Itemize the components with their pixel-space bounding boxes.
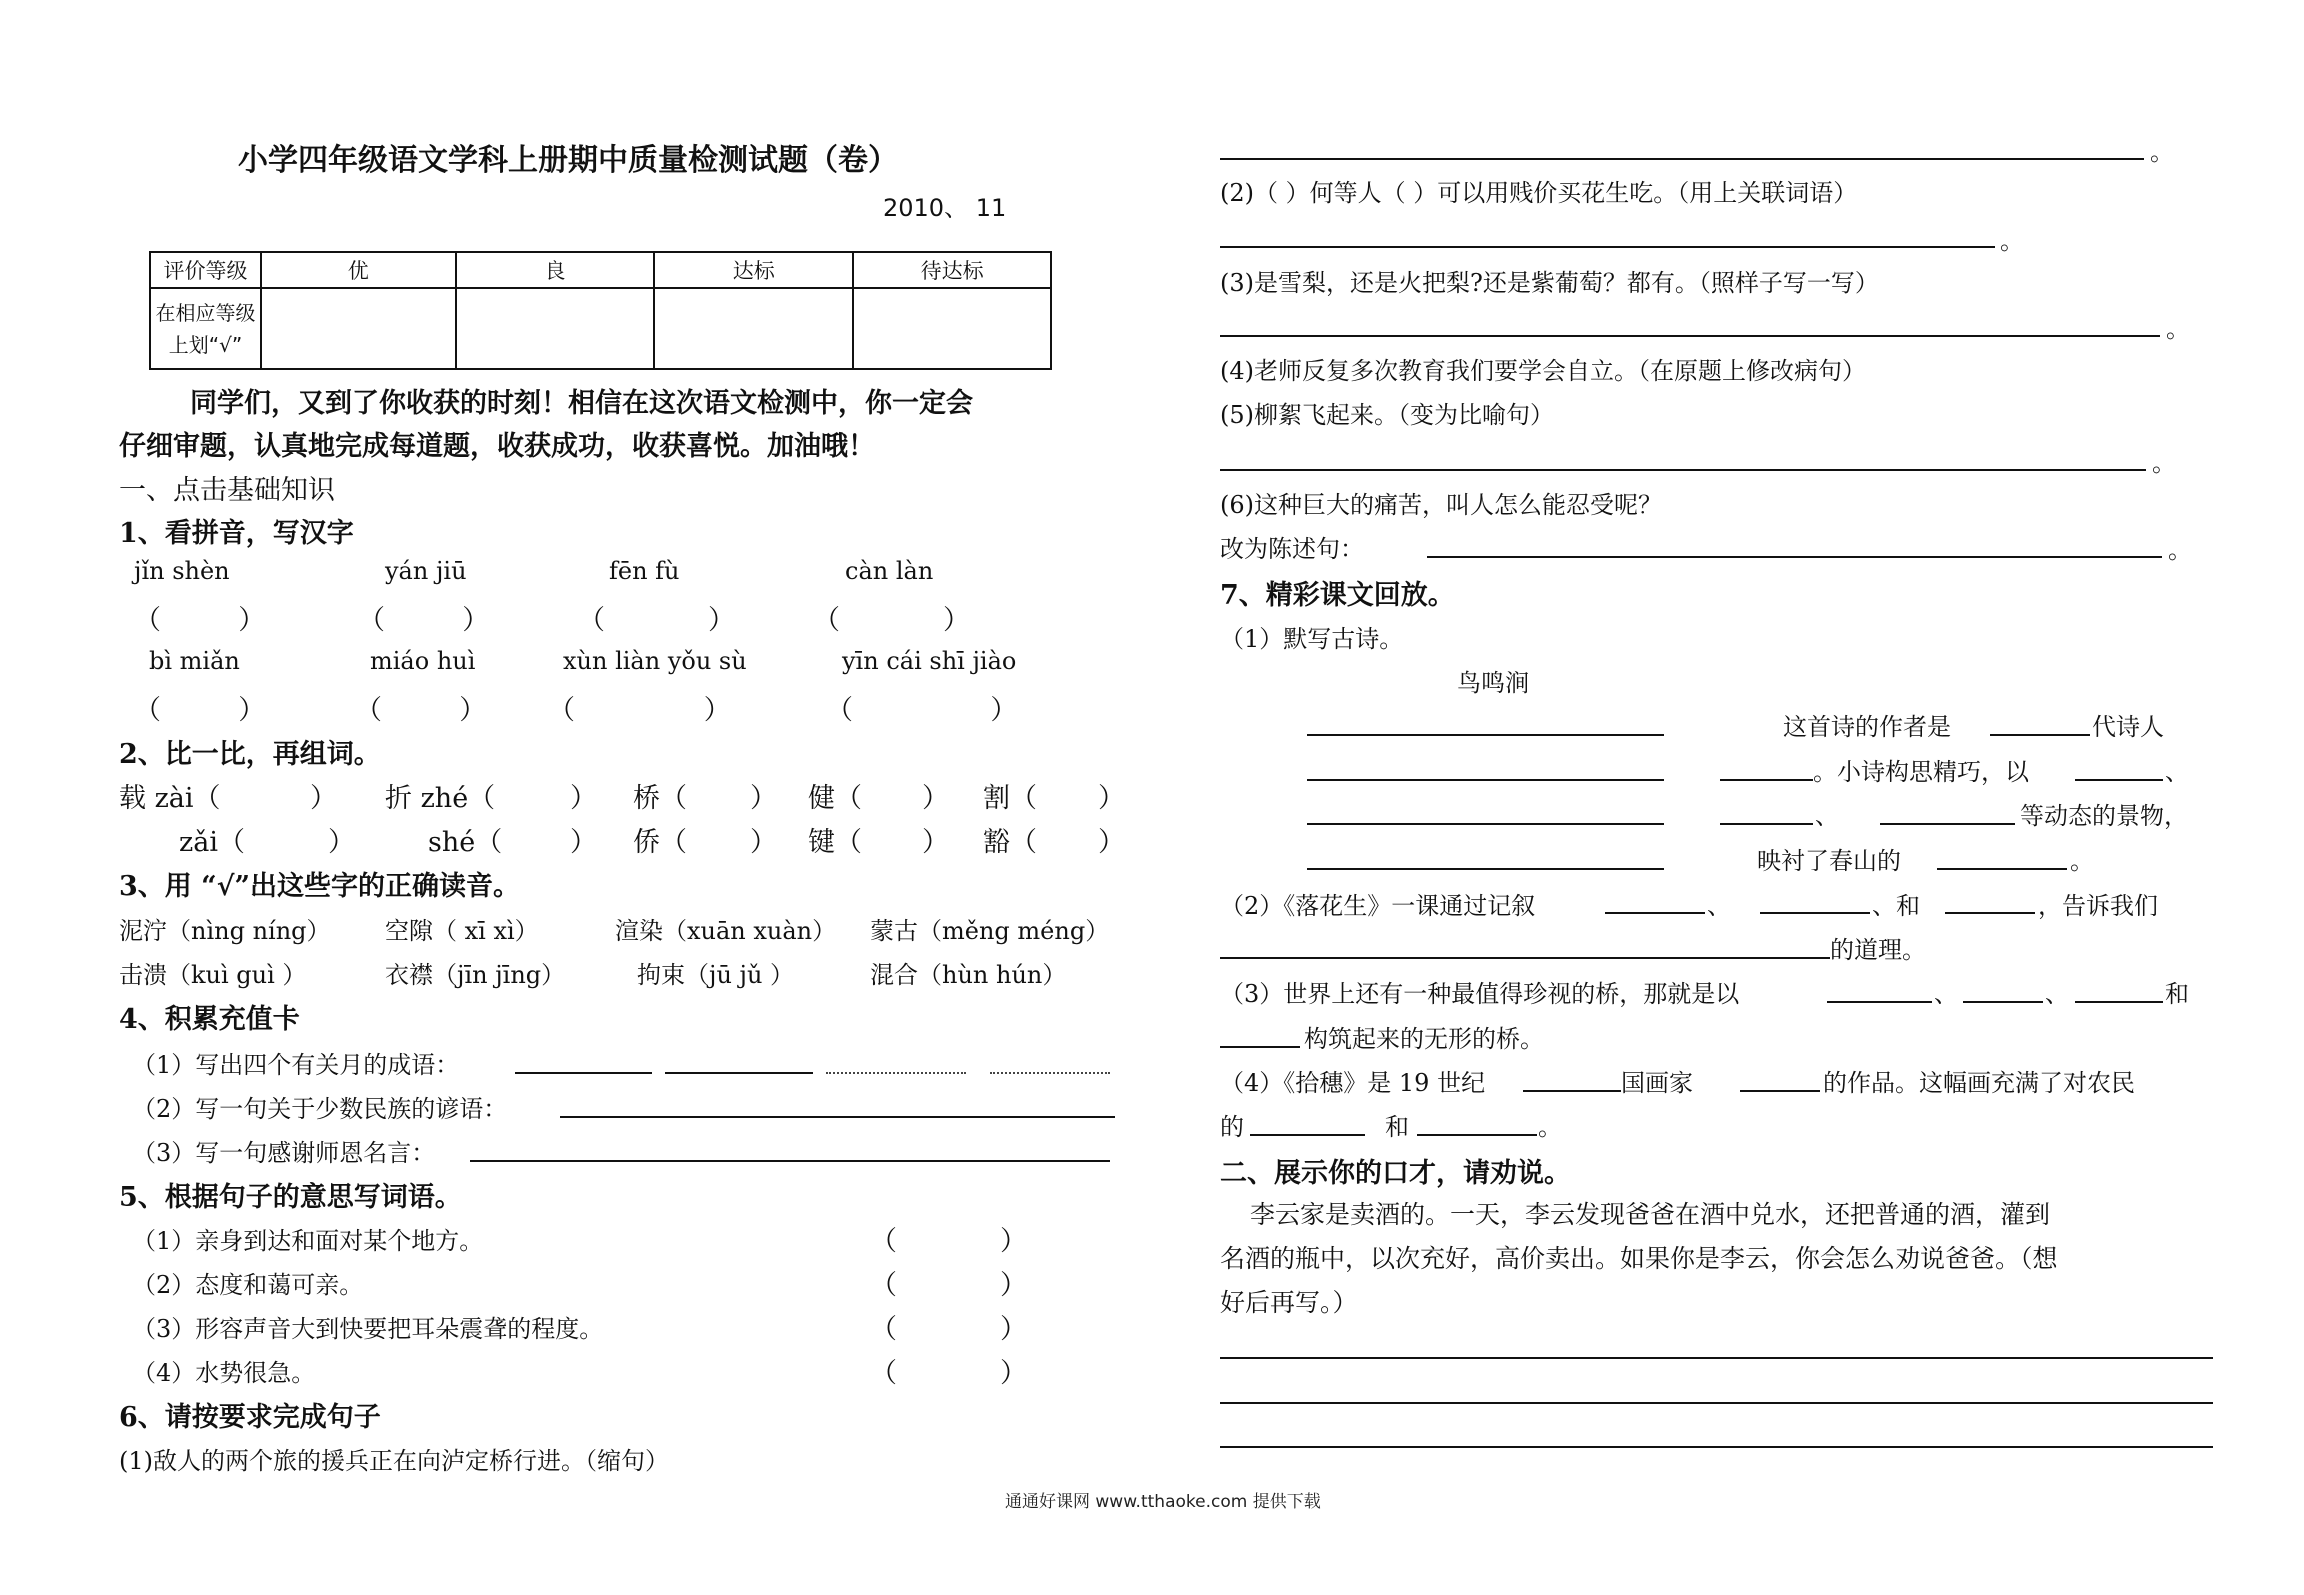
grade-header-fail: 待达标 [853, 252, 1051, 288]
grade-table [149, 251, 1052, 370]
sec2-answer-line-1[interactable] [1220, 1357, 2213, 1359]
q2-row2-c-close: ） [750, 827, 777, 858]
q2-row2-a-close: ） [328, 827, 355, 858]
q6-item-2: (2)（ ）何等人（ ）可以用贱价买花生吃。（用上关联词语） [1220, 179, 1858, 207]
q3-item-6[interactable]: 衣襟（jīn jīng） [385, 961, 566, 989]
q4-blank-1b[interactable] [665, 1072, 813, 1074]
q2-title: 2、比一比，再组词。 [119, 739, 381, 770]
pinyin-4: càn làn [845, 557, 934, 585]
q6-item-3: (3)是雪梨，还是火把梨?还是紫葡萄？都有。（照样子写一写） [1220, 269, 1879, 297]
q1-title: 1、看拼音，写汉字 [119, 518, 354, 549]
q6-answer-6[interactable] [1427, 556, 2162, 558]
q7-sub2-blank-2[interactable] [1760, 912, 1870, 914]
q5-answer-2[interactable]: （ ） [870, 1270, 1027, 1301]
q6-answer-1[interactable] [1220, 158, 2144, 160]
exam-date: 2010、 11 [883, 194, 1007, 222]
q3-item-3[interactable]: 渲染（xuān xuàn） [615, 917, 837, 945]
q3-item-1[interactable]: 泥泞（nìng níng） [119, 917, 331, 945]
q2-row2-b: shé（ [428, 827, 503, 858]
q4-item-3: （3）写一句感谢师恩名言： [132, 1139, 436, 1167]
grade-cell-good[interactable] [456, 288, 655, 369]
q7-sub2-sep-1: 、 [1707, 892, 1731, 920]
q7-sub4-blank-2[interactable] [1740, 1090, 1820, 1092]
poem-title: 鸟鸣涧 [1457, 669, 1529, 697]
grade-header-label: 评价等级 [150, 252, 261, 288]
q2-row1-c-close: ） [750, 783, 777, 814]
answer-box-1[interactable]: （ ） [134, 605, 266, 636]
q2-row1-b-close: ） [570, 783, 597, 814]
q5-item-4: （4）水势很急。 [132, 1359, 316, 1387]
q5-answer-3[interactable]: （ ） [870, 1314, 1027, 1345]
q2-row2-e: 豁（ [983, 827, 1037, 858]
q2-row1-d-close: ） [922, 783, 949, 814]
answer-box-4[interactable]: （ ） [813, 605, 970, 636]
grade-row-label [150, 288, 261, 369]
q2-row2-c: 侨（ [633, 827, 687, 858]
q7-sub2-blank-3[interactable] [1945, 912, 2035, 914]
footer-watermark: 通通好课网 www.tthaoke.com 提供下载 [1005, 1492, 1321, 1512]
q7-sub3-sep-1: 、 [1934, 980, 1958, 1008]
q2-row2-b-close: ） [570, 827, 597, 858]
q7-sub3-sep-2: 、 [2045, 980, 2069, 1008]
poem-line-c-sep: 、 [1815, 802, 1839, 830]
q5-item-3: （3）形容声音大到快要把耳朵震聋的程度。 [132, 1315, 604, 1343]
poem-blank-c2[interactable] [1880, 823, 2015, 825]
poem-line-2[interactable] [1307, 779, 1664, 781]
q6-period-3: 。 [2166, 315, 2190, 343]
q3-title: 3、用 “√”出这些字的正确读音。 [119, 871, 520, 902]
q4-blank-1a[interactable] [515, 1072, 652, 1074]
q6-period-2: 。 [2000, 227, 2024, 255]
q2-row1-c: 桥（ [633, 783, 687, 814]
pinyin-3: fēn fù [609, 557, 680, 585]
grade-cell-fail[interactable] [853, 288, 1051, 369]
poem-author-blank[interactable] [1990, 734, 2090, 736]
q6-item-6: (6)这种巨大的痛苦，叫人怎么能忍受呢？ [1220, 491, 1662, 519]
poem-line-4[interactable] [1307, 868, 1664, 870]
q7-sub4-blank-3[interactable] [1250, 1134, 1365, 1136]
poem-author-label: 这首诗的作者是 [1783, 713, 1951, 741]
q7-sub3-blank-4[interactable] [1220, 1046, 1300, 1048]
poem-line-d-end: 。 [2070, 847, 2094, 875]
q7-sub3-a: （3）世界上还有一种最值得珍视的桥，那就是以 [1220, 980, 1740, 1008]
q6-item-6b: 改为陈述句： [1220, 535, 1364, 563]
q2-row2-a: zǎi（ [179, 827, 245, 858]
q7-sub2-b: ，告诉我们 [2038, 892, 2158, 920]
sec2-answer-line-3[interactable] [1220, 1446, 2213, 1448]
q4-blank-3[interactable] [470, 1160, 1110, 1162]
q7-sub3-blank-2[interactable] [1963, 1001, 2043, 1003]
q4-title: 4、积累充值卡 [119, 1004, 300, 1035]
q7-sub4-d: 的 [1220, 1113, 1244, 1141]
q6-period-6: 。 [2168, 536, 2192, 564]
q4-item-1: （1）写出四个有关月的成语： [132, 1051, 460, 1079]
q6-answer-3[interactable] [1220, 335, 2160, 337]
sec2-para-3: 好后再写。） [1220, 1288, 1358, 1317]
sec2-answer-line-2[interactable] [1220, 1402, 2213, 1404]
q7-sub4-c: 的作品。这幅画充满了对农民 [1823, 1069, 2135, 1097]
q7-sub2-blank-4[interactable] [1220, 957, 1830, 959]
poem-line-3[interactable] [1307, 823, 1664, 825]
q5-answer-1[interactable]: （ ） [870, 1226, 1027, 1257]
section-1-heading: 一、点击基础知识 [119, 475, 335, 506]
q7-sub2-sep-2: 、和 [1872, 892, 1920, 920]
pinyin-2: yán jiū [385, 557, 467, 585]
grade-header-excellent: 优 [261, 252, 456, 288]
q7-sub4-b: 国画家 [1621, 1069, 1693, 1097]
q5-answer-4[interactable]: （ ） [870, 1358, 1027, 1389]
q6-item-4: (4)老师反复多次教育我们要学会自立。（在原题上修改病句） [1220, 357, 1866, 385]
q7-sub3-blank-1[interactable] [1827, 1001, 1932, 1003]
grade-header-good: 良 [456, 252, 655, 288]
answer-box-8[interactable]: （ ） [826, 695, 1018, 726]
q7-sub4-a: （4）《拾穗》是 19 世纪 [1220, 1069, 1486, 1097]
grade-row-label-line2: 上划“√” [168, 332, 243, 357]
poem-line-b-text: 。小诗构思精巧，以 [1813, 758, 2029, 786]
q2-row2-d-close: ） [922, 827, 949, 858]
q6-title: 6、请按要求完成句子 [119, 1402, 381, 1433]
sec2-para-1: 李云家是卖酒的。一天，李云发现爸爸在酒中兑水，还把普通的酒，灌到 [1250, 1200, 2051, 1229]
answer-box-2[interactable]: （ ） [358, 605, 490, 636]
q2-row1-a: 载 zài（ [119, 783, 221, 814]
q5-item-1: （1）亲身到达和面对某个地方。 [132, 1227, 484, 1255]
q7-sub3-and: 和 [2165, 980, 2189, 1008]
q7-sub4-blank-4[interactable] [1417, 1134, 1537, 1136]
q6-item-1: (1)敌人的两个旅的援兵正在向泸定桥行进。（缩句） [119, 1447, 669, 1475]
grade-row-label-line1: 在相应等级 [155, 300, 256, 325]
q4-blank-2[interactable] [560, 1116, 1115, 1118]
q7-sub2-blank-1[interactable] [1605, 912, 1705, 914]
q6-item-5: (5)柳絮飞起来。（变为比喻句） [1220, 401, 1554, 429]
q2-row1-e-close: ） [1098, 783, 1125, 814]
q7-sub4-f: 。 [1538, 1113, 1562, 1141]
pinyin-5: bì miǎn [149, 647, 240, 675]
pinyin-6: miáo huì [370, 647, 476, 675]
q3-item-8[interactable]: 混合（hùn hún） [870, 961, 1067, 989]
q4-blank-1d[interactable] [990, 1072, 1110, 1074]
answer-box-6[interactable]: （ ） [355, 695, 487, 726]
page-title: 小学四年级语文学科上册期中质量检测试题（卷） [238, 143, 898, 178]
q7-sub2-c: 的道理。 [1830, 936, 1926, 964]
q6-period-5: 。 [2152, 449, 2176, 477]
poem-blank-d[interactable] [1937, 868, 2067, 870]
q3-item-7[interactable]: 拘束（jū jǔ ） [637, 961, 795, 989]
q5-title: 5、根据句子的意思写词语。 [119, 1182, 462, 1213]
q7-sub4-blank-1[interactable] [1523, 1090, 1621, 1092]
q4-blank-1c[interactable] [826, 1072, 966, 1074]
grade-cell-pass[interactable] [654, 288, 853, 369]
grade-cell-excellent[interactable] [261, 288, 456, 369]
poem-blank-b1[interactable] [1720, 779, 1813, 781]
poem-dynasty-label: 代诗人 [2092, 713, 2164, 741]
answer-box-7[interactable]: （ ） [548, 695, 731, 726]
poem-line-1[interactable] [1307, 734, 1664, 736]
q5-item-2: （2）态度和蔼可亲。 [132, 1271, 364, 1299]
intro-line-2: 仔细审题，认真地完成每道题，收获成功，收获喜悦。加油哦！ [119, 431, 875, 462]
section-2-heading: 二、展示你的口才，请劝说。 [1220, 1158, 1571, 1189]
q3-item-5[interactable]: 击溃（kuì guì ） [119, 961, 307, 989]
q6-period-1: 。 [2150, 138, 2174, 166]
poem-blank-c1[interactable] [1720, 823, 1813, 825]
pinyin-8: yīn cái shī jiào [842, 647, 1017, 675]
q2-row2-e-close: ） [1098, 827, 1125, 858]
answer-box-3[interactable]: （ ） [578, 605, 735, 636]
q7-sub4-e: 和 [1385, 1113, 1409, 1141]
q7-title: 7、精彩课文回放。 [1220, 580, 1455, 611]
q4-item-2: （2）写一句关于少数民族的谚语： [132, 1095, 508, 1123]
q2-row1-b: 折 zhé（ [385, 783, 496, 814]
q7-sub2-a: （2）《落花生》一课通过记叙 [1220, 892, 1536, 920]
q7-sub1: （1）默写古诗。 [1220, 625, 1404, 653]
poem-line-c-text: 等动态的景物， [2020, 802, 2188, 830]
q2-row1-e: 割（ [983, 783, 1037, 814]
poem-line-b-sep: 、 [2165, 758, 2189, 786]
poem-blank-b2[interactable] [2075, 779, 2163, 781]
intro-line-1: 同学们，又到了你收获的时刻！相信在这次语文检测中，你一定会 [190, 388, 973, 419]
q2-row2-d: 键（ [808, 827, 862, 858]
poem-line-d-text: 映衬了春山的 [1757, 847, 1901, 875]
q2-row1-a-close: ） [310, 783, 337, 814]
q7-sub3-b: 构筑起来的无形的桥。 [1304, 1025, 1544, 1053]
q3-item-2[interactable]: 空隙（ xī xì） [385, 917, 539, 945]
q2-row1-d: 健（ [808, 783, 862, 814]
pinyin-7: xùn liàn yǒu sù [563, 647, 747, 675]
q3-item-4[interactable]: 蒙古（měng méng） [870, 917, 1110, 945]
q7-sub3-blank-3[interactable] [2075, 1001, 2163, 1003]
q6-answer-2[interactable] [1220, 246, 1995, 248]
answer-box-5[interactable]: （ ） [134, 695, 266, 726]
q6-answer-5[interactable] [1220, 469, 2146, 471]
sec2-para-2: 名酒的瓶中，以次充好，高价卖出。如果你是李云，你会怎么劝说爸爸。（想 [1220, 1244, 2058, 1273]
grade-header-pass: 达标 [654, 252, 853, 288]
pinyin-1: jǐn shèn [134, 557, 230, 585]
